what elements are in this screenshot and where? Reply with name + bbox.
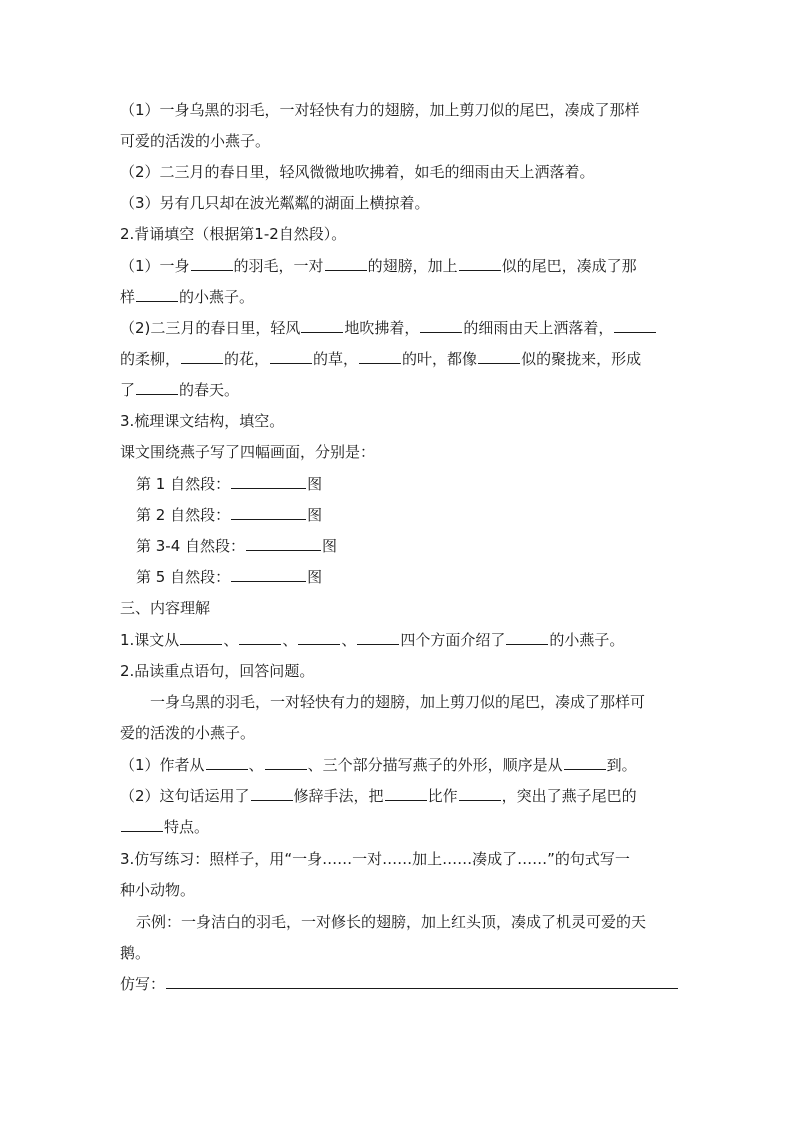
picture-row: 第 2 自然段： 图: [136, 506, 323, 524]
section-title: 2.背诵填空（根据第1-2自然段）。: [120, 225, 347, 243]
text-line: （1）一身乌黑的羽毛，一对轻快有力的翅膀，加上剪刀似的尾巴，凑成了那样: [120, 101, 640, 119]
text-line: 可爱的活泼的小燕子。: [120, 132, 271, 150]
answer-blank[interactable]: [231, 567, 306, 582]
picture-row: 第 5 自然段： 图: [136, 568, 323, 586]
fill-line: 样 的小燕子。: [120, 288, 255, 306]
answer-blank[interactable]: [357, 630, 399, 645]
imitate-row: [120, 974, 680, 994]
question-3-title: 3.仿写练习：照样子，用“一身……一对……加上……凑成了……”的句式写一: [120, 850, 630, 868]
question-1: 1.课文从 、 、 、 四个方面介绍了 的小燕子。: [120, 631, 625, 649]
answer-blank[interactable]: [459, 786, 501, 801]
fill-line: （2)二三月的春日里，轻风 地吹拂着， 的细雨由天上洒落着，: [120, 318, 680, 338]
question-2-sub1: （1）作者从 、 、三个部分描写燕子的外形，顺序是从 到。: [120, 756, 637, 774]
answer-blank[interactable]: [231, 474, 306, 489]
question-2-sub2: 特点。: [120, 817, 680, 837]
answer-blank[interactable]: [359, 349, 401, 364]
question-2-sub2: （2）这句话运用了 修辞手法，把 比作 ，突出了燕子尾巴的: [120, 787, 637, 805]
picture-row: 第 1 自然段： 图: [136, 475, 323, 493]
answer-blank[interactable]: [270, 349, 312, 364]
answer-blank[interactable]: [459, 256, 501, 271]
answer-blank[interactable]: [136, 380, 178, 395]
answer-blank[interactable]: [191, 256, 233, 271]
answer-blank[interactable]: [564, 755, 606, 770]
answer-blank[interactable]: [506, 630, 548, 645]
fill-line: 的柔柳， 的花， 的草， 的叶，都像 似的聚拢来，形成: [120, 350, 642, 368]
answer-blank[interactable]: [325, 256, 367, 271]
answer-blank[interactable]: [180, 630, 222, 645]
answer-blank[interactable]: [478, 349, 520, 364]
section-intro: 课文围绕燕子写了四幅画面，分别是：: [120, 443, 376, 461]
answer-blank[interactable]: [301, 318, 343, 333]
quote-line: 爱的活泼的小燕子。: [120, 724, 256, 742]
question-3-title: 种小动物。: [120, 881, 196, 899]
question-2-title: 2.品读重点语句，回答问题。: [120, 662, 315, 680]
example-line: 示例：一身洁白的羽毛，一对修长的翅膀，加上红头顶，凑成了机灵可爱的天: [136, 913, 647, 931]
section-title: 3.梳理课文结构，填空。: [120, 412, 285, 430]
picture-row: 第 3-4 自然段： 图: [136, 537, 338, 555]
answer-blank[interactable]: [420, 318, 462, 333]
part-heading: 三、内容理解: [120, 599, 211, 617]
fill-line: 了 的春天。: [120, 381, 240, 399]
answer-blank[interactable]: [246, 536, 321, 551]
answer-blank[interactable]: [385, 786, 427, 801]
imitate-label: 仿写：: [120, 975, 166, 993]
text-line: （3）另有几只却在波光粼粼的湖面上横掠着。: [120, 194, 430, 212]
answer-blank[interactable]: [298, 630, 340, 645]
answer-blank[interactable]: [251, 786, 293, 801]
text-line: （2）二三月的春日里，轻风微微地吹拂着，如毛的细雨由天上洒落着。: [120, 163, 595, 181]
answer-blank[interactable]: [265, 755, 307, 770]
answer-blank[interactable]: [231, 505, 306, 520]
answer-blank[interactable]: [239, 630, 281, 645]
answer-blank[interactable]: [121, 817, 163, 832]
fill-line: （1）一身 的羽毛，一对 的翅膀，加上 似的尾巴，凑成了那: [120, 257, 637, 275]
answer-blank[interactable]: [206, 755, 248, 770]
imitate-answer-line[interactable]: [166, 974, 678, 989]
quote-line: 一身乌黑的羽毛，一对轻快有力的翅膀，加上剪刀似的尾巴，凑成了那样可: [150, 693, 646, 711]
answer-blank[interactable]: [136, 287, 178, 302]
answer-blank[interactable]: [181, 349, 223, 364]
answer-blank[interactable]: [614, 318, 656, 333]
example-line: 鹅。: [120, 944, 151, 962]
